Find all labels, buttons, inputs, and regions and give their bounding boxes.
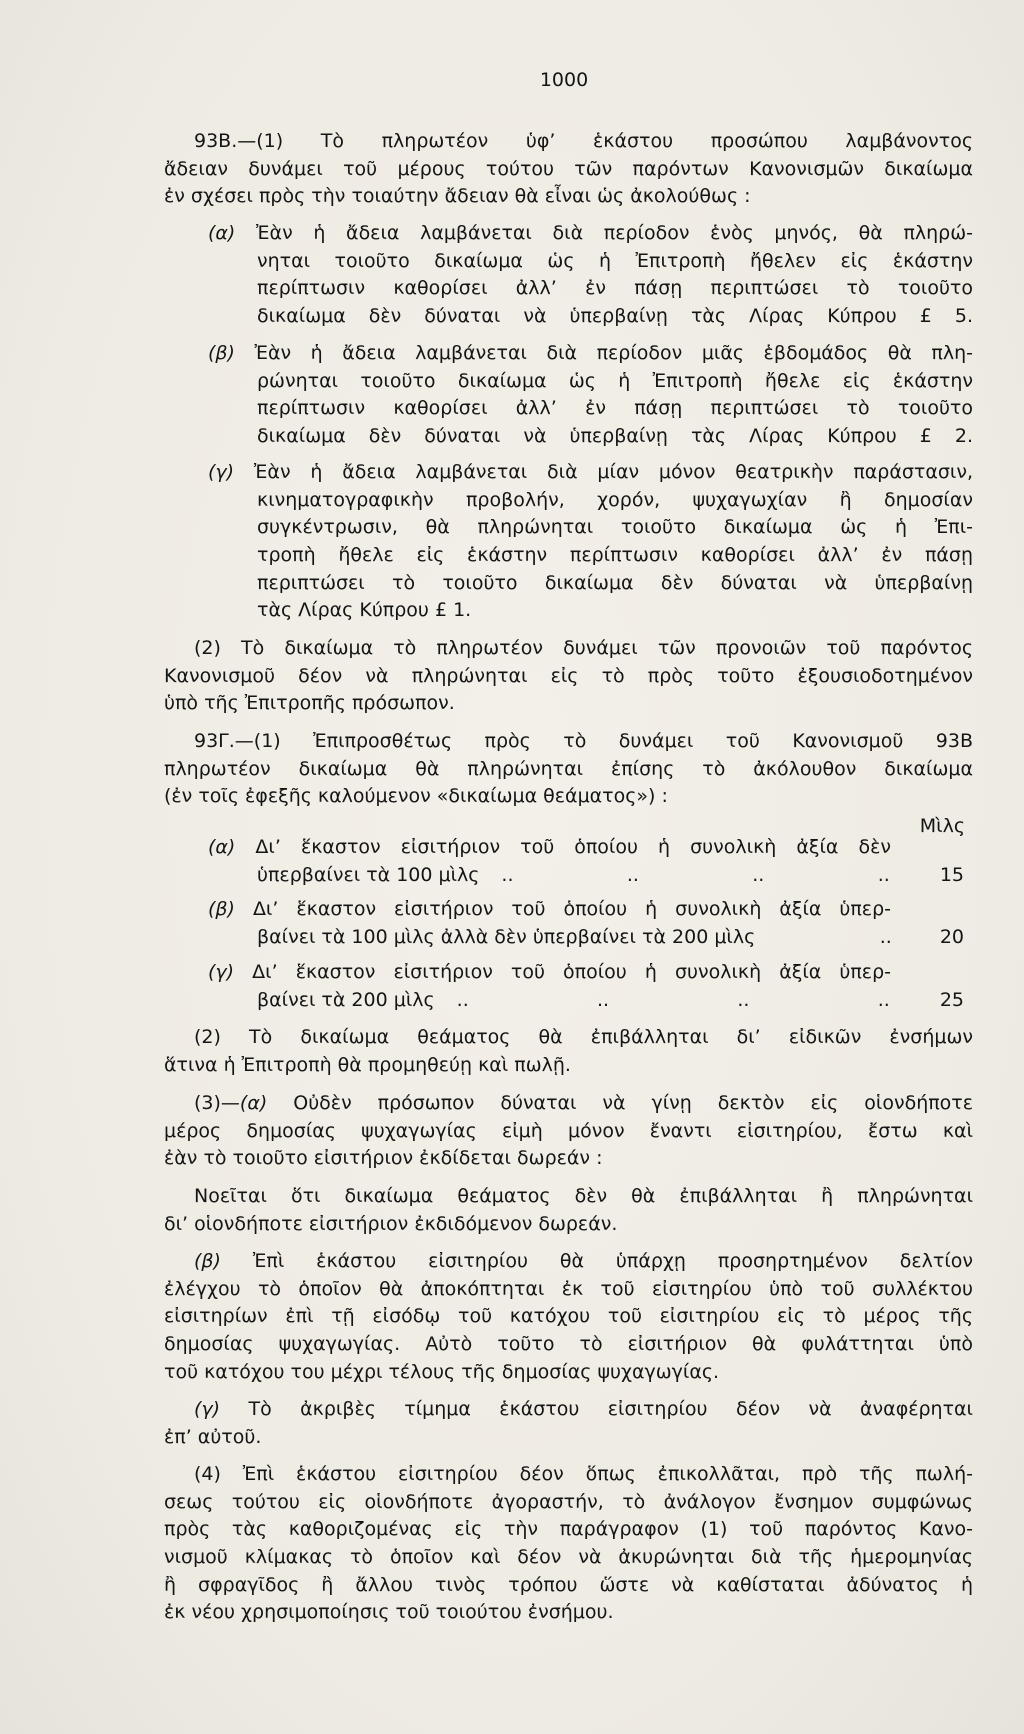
regulation-93g-paragraph-3a <box>164 1090 973 1173</box>
text-line: ἐν σχέσει πρὸς τὴν τοιαύτην ἄδειαν θὰ εἶναι ὡς ἀκολούθως : <box>164 185 751 208</box>
text-line: ἅτινα ἡ Ἐπιτροπὴ θὰ προμηθεύῃ καὶ πωλῇ. <box>164 1053 571 1076</box>
text-line: τὰς Λίρας Κύπρου £ 1. <box>257 599 472 622</box>
text-line: Νοεῖται ὅτι δικαίωμα θεάματος δὲν θὰ ἐπιβάλληται ἢ πληρώνηται <box>194 1185 973 1207</box>
item-label: (β) <box>208 342 235 364</box>
text-line: (ἐν τοῖς ἐφεξῆς καλούμενον «δικαίωμα θεάματος») : <box>164 785 668 808</box>
dot-leader <box>479 862 939 890</box>
text-line <box>194 1248 973 1276</box>
text-line <box>194 1090 973 1118</box>
dot-leader <box>755 924 940 952</box>
item-label: (β) <box>208 898 235 920</box>
text-line: δι’ οἱονδήποτε εἰσιτήριον ἐκδιδόμενον δωρεάν. <box>164 1212 618 1235</box>
item-label: (γ) <box>194 1398 221 1420</box>
leader-dots: .. <box>597 988 610 1011</box>
regulation-93g-paragraph-4 <box>164 1461 973 1627</box>
text-line: ἢ σφραγῖδος ἢ ἄλλου τινὸς τρόπου ὥστε νὰ καθίσταται ἀδύνατος ἡ <box>164 1573 973 1596</box>
leader-dots: .. <box>737 988 750 1011</box>
text-line: ἐλέγχου τὸ ὁποῖον θὰ ἀποκόπτηται ἐκ τοῦ εἰσιτηρίου ὑπὸ τοῦ συλλέκτου <box>164 1277 973 1300</box>
text-line <box>194 1396 973 1424</box>
text-line <box>208 220 973 248</box>
text-line: ὑπὸ τῆς Ἐπιτροπῆς πρόσωπον. <box>164 692 455 715</box>
proviso-paragraph <box>164 1183 973 1238</box>
regulation-93b-paragraph-1 <box>164 128 973 211</box>
text-line: τοῦ κατόχου του μέχρι τέλους τῆς δημοσίας ψυχαγωγίας. <box>164 1360 720 1383</box>
text-line-body: Ἐὰν ἡ ἄδεια λαμβάνεται διὰ μίαν μόνον θεατρικὴν παράστασιν, <box>253 461 973 483</box>
text-line: δικαίωμα δὲν δύναται νὰ ὑπερβαίνῃ τὰς Λίρας Κύπρου £ 5. <box>257 305 973 328</box>
text-line-body: Ἐὰν ἡ ἄδεια λαμβάνεται διὰ περίοδον μιᾶς ἑβδομάδος θὰ πλη- <box>254 342 974 364</box>
fee-line <box>257 862 964 890</box>
text-line-body: Δι’ ἕκαστον εἰσιτήριον τοῦ ὁποίου ἡ συνολικὴ ἀξία δὲν <box>255 836 891 858</box>
leader-dots: .. <box>752 863 765 886</box>
text-line: περίπτωσιν καθορίσει ἀλλ’ ἐν πάσῃ περιπτώσει τὸ τοιοῦτο <box>257 277 973 300</box>
regulation-93b-item-b <box>208 340 974 451</box>
fee-value: 25 <box>939 988 964 1011</box>
text-line <box>208 459 973 487</box>
text-line: περίπτωσιν καθορίσει ἀλλ’ ἐν πάσῃ περιπτώσει τὸ τοιοῦτο <box>257 397 973 420</box>
fee-item-b <box>208 896 973 951</box>
text-line: ρώνηται τοιοῦτο δικαίωμα ὡς ἡ Ἐπιτροπὴ ἤθελε εἰς ἑκάστην <box>257 369 973 392</box>
item-label: (α) <box>208 222 236 244</box>
text-line: πρὸς τὰς καθοριζομένας εἰς τὴν παράγραφον (1) τοῦ παρόντος Κανο- <box>164 1518 973 1541</box>
text-line: ἐὰν τὸ τοιοῦτο εἰσιτήριον ἐκδίδεται δωρεάν : <box>164 1147 603 1170</box>
regulation-93b-item-c <box>208 459 973 625</box>
text-line-body: Τὸ ἀκριβὲς τίμημα ἑκάστου εἰσιτηρίου δέον νὰ ἀναφέρηται <box>248 1398 973 1420</box>
text-line <box>208 896 891 924</box>
paragraph-number: (3)— <box>194 1092 240 1114</box>
text-line: κινηματογραφικὴν προβολήν, χορόν, ψυχαγωχίαν ἢ δημοσίαν <box>257 488 973 511</box>
text-line: δημοσίας ψυχαγωγίας. Αὐτὸ τοῦτο τὸ εἰσιτήριον θὰ φυλάττηται ὑπὸ <box>164 1333 973 1356</box>
regulation-93g-paragraph-3b <box>164 1248 973 1386</box>
text-line: μέρος δημοσίας ψυχαγωγίας εἰμὴ μόνον ἔναντι εἰσιτηρίου, ἔστω καὶ <box>164 1119 973 1142</box>
text-line: 93Γ.—(1) Ἐπιπροσθέτως πρὸς τὸ δυνάμει τοῦ Κανονισμοῦ 93Β <box>194 730 973 752</box>
fee-line <box>257 924 964 952</box>
text-line: ἄδειαν δυνάμει τοῦ μέρους τούτου τῶν παρόντων Κανονισμῶν δικαίωμα <box>164 157 973 180</box>
page-number: 1000 <box>539 69 589 91</box>
text-line <box>208 340 973 368</box>
text-line <box>208 959 891 987</box>
text-line: νισμοῦ κλίμακας τὸ ὁποῖον καὶ δέον νὰ ἀκυρώνηται διὰ τῆς ἡμερομηνίας <box>164 1546 973 1569</box>
text-line-body: Δι’ ἕκαστον εἰσιτήριον τοῦ ὁποίου ἡ συνολικὴ ἀξία ὑπερ- <box>252 898 891 920</box>
item-label: (α) <box>239 1092 268 1114</box>
text-line: ἐκ νέου χρησιμοποίησις τοῦ τοιούτου ἐνσήμου. <box>164 1601 614 1624</box>
text-line-body: Ἐπὶ ἑκάστου εἰσιτηρίου θὰ ὑπάρχῃ προσηρτημένον δελτίον <box>252 1250 973 1272</box>
text-line-body: Οὐδὲν πρόσωπον δύναται νὰ γίνῃ δεκτὸν εἰς οἱονδήποτε <box>293 1092 974 1114</box>
dot-leader <box>435 987 940 1015</box>
leader-dots: .. <box>626 863 639 886</box>
leader-dots: .. <box>501 863 514 886</box>
regulation-93b-item-a <box>208 220 973 331</box>
item-label: (α) <box>208 836 236 858</box>
text-line: (4) Ἐπὶ ἑκάστου εἰσιτηρίου δέον ὅπως ἐπικολλᾶται, πρὸ τῆς πωλή- <box>194 1463 973 1485</box>
text-line: 93Β.—(1) Τὸ πληρωτέον ὑφ’ ἑκάστου προσώπου λαμβάνοντος <box>194 130 973 152</box>
text-line-body: Δι’ ἕκαστον εἰσιτήριον τοῦ ὁποίου ἡ συνολικὴ ἀξία ὑπερ- <box>252 961 891 983</box>
text-line: ἐπ’ αὐτοῦ. <box>164 1425 262 1448</box>
item-label: (β) <box>194 1250 221 1272</box>
regulation-93g-paragraph-1 <box>164 728 973 811</box>
text-line-body: βαίνει τὰ 200 μὶλς <box>257 988 435 1011</box>
text-line: συγκέντρωσιν, θὰ πληρώνηται τοιοῦτο δικαίωμα ὡς ἡ Ἐπι- <box>257 516 973 539</box>
regulation-93g-paragraph-2 <box>164 1024 973 1079</box>
text-line: σεως τούτου εἰς οἱονδήποτε ἀγοραστήν, τὸ ἀνάλογον ἔνσημον συμφώνως <box>164 1490 973 1513</box>
text-line: πληρωτέον δικαίωμα θὰ πληρώνηται ἐπίσης τὸ ἀκόλουθον δικαίωμα <box>164 757 973 780</box>
text-line: (2) Τὸ δικαίωμα τὸ πληρωτέον δυνάμει τῶν προνοιῶν τοῦ παρόντος <box>194 637 973 659</box>
item-label: (γ) <box>208 461 235 483</box>
text-line: δικαίωμα δὲν δύναται νὰ ὑπερβαίνῃ τὰς Λίρας Κύπρου £ 2. <box>257 425 973 448</box>
fee-value: 20 <box>939 925 964 948</box>
text-line-body: ὑπερβαίνει τὰ 100 μὶλς <box>257 863 480 886</box>
text-line: Κανονισμοῦ δέον νὰ πληρώνηται εἰς τὸ πρὸς τοῦτο ἐξουσιοδοτημένον <box>164 664 973 687</box>
leader-dots: .. <box>456 988 469 1011</box>
fee-item-a <box>208 834 973 889</box>
fee-unit-header: Μὶλς <box>919 815 965 837</box>
text-line: (2) Τὸ δικαίωμα θεάματος θὰ ἐπιβάλληται δι’ εἰδικῶν ἐνσήμων <box>194 1026 973 1048</box>
fee-item-c <box>208 959 973 1014</box>
leader-dots: .. <box>879 925 892 948</box>
text-line: τροπὴ ἤθελε εἰς ἑκάστην περίπτωσιν καθορίσει ἀλλ’ ἐν πάσῃ <box>257 544 973 567</box>
regulation-93g-paragraph-3c <box>164 1396 973 1451</box>
regulation-93b-paragraph-2 <box>164 635 973 718</box>
text-line: εἰσιτηρίων ἐπὶ τῇ εἰσόδῳ τοῦ κατόχου τοῦ εἰσιτηρίου εἰς τὸ μέρος τῆς <box>164 1305 973 1328</box>
leader-dots: .. <box>877 988 890 1011</box>
text-line: νηται τοιοῦτο δικαίωμα ὡς ἡ Ἐπιτροπὴ ἤθελεν εἰς ἑκάστην <box>257 249 973 272</box>
text-line <box>208 834 891 862</box>
leader-dots: .. <box>877 863 890 886</box>
text-line-body: βαίνει τὰ 100 μὶλς ἀλλὰ δὲν ὑπερβαίνει τὰ 200 μὶλς <box>257 925 756 948</box>
text-line-body: Ἐὰν ἡ ἄδεια λαμβάνεται διὰ περίοδον ἑνὸς μηνός, θὰ πληρώ- <box>256 222 973 244</box>
fee-value: 15 <box>939 863 964 886</box>
text-line: περιπτώσει τὸ τοιοῦτο δικαίωμα δὲν δύναται νὰ ὑπερβαίνῃ <box>257 571 973 594</box>
item-label: (γ) <box>208 961 235 983</box>
fee-line <box>257 987 964 1015</box>
